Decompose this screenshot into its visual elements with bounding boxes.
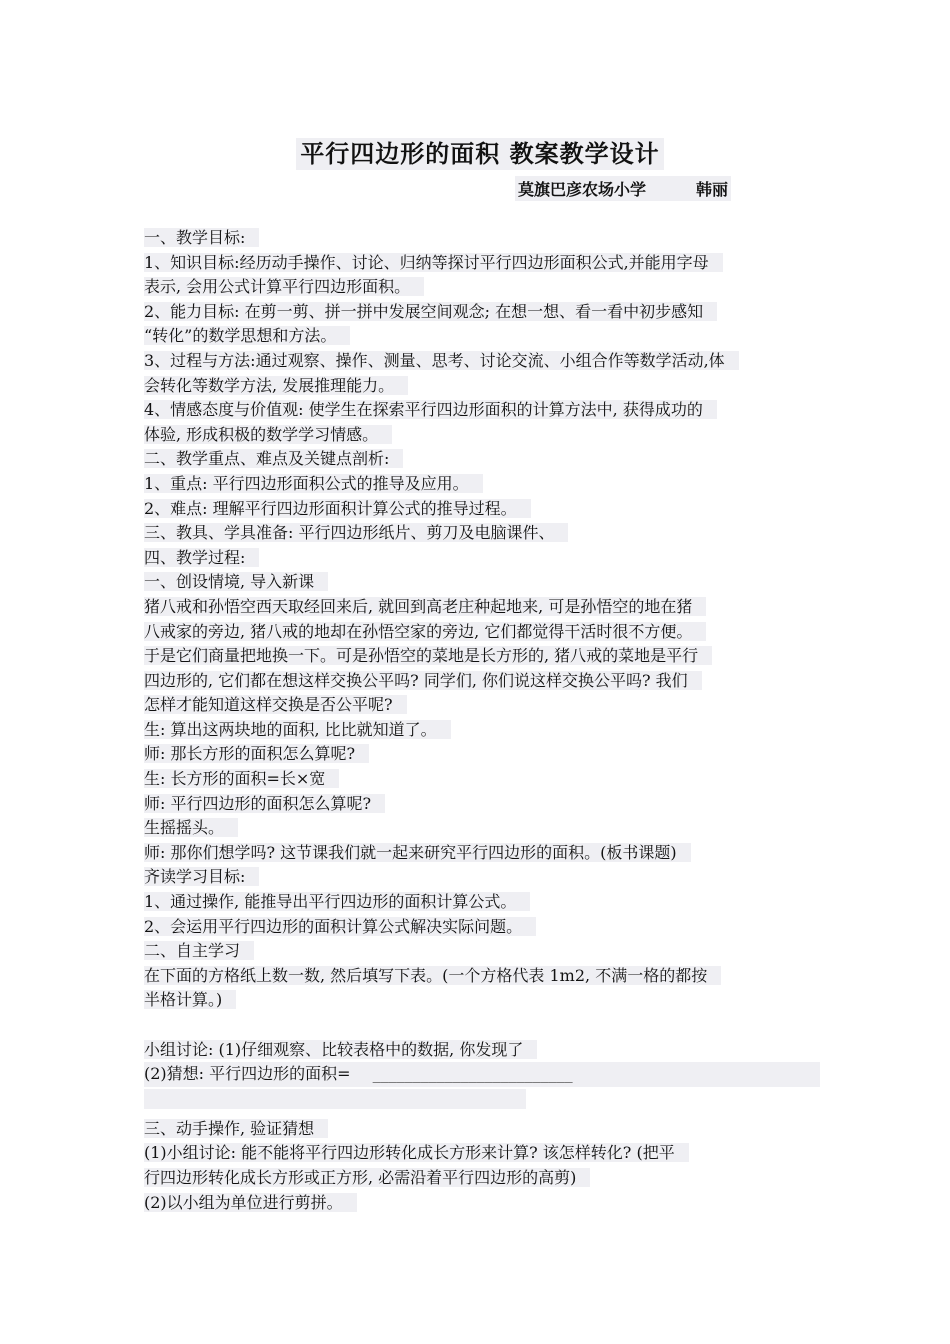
- answer-blank: _________________________: [372, 1064, 573, 1084]
- text-line: 在下面的方格纸上数一数, 然后填写下表。(一个方格代表 1m2, 不满一格的都按: [144, 964, 812, 989]
- text-line: 二、教学重点、难点及关键点剖析:: [144, 447, 812, 472]
- text-line: 生: 算出这两块地的面积, 比比就知道了。: [144, 718, 812, 743]
- text-line: 师: 那你们想学吗? 这节课我们就一起来研究平行四边形的面积。(板书课题): [144, 841, 812, 866]
- text-line: 小组讨论: (1)仔细观察、比较表格中的数据, 你发现了: [144, 1038, 812, 1063]
- text-line: 3、过程与方法:通过观察、操作、测量、思考、讨论交流、小组合作等数学活动,体: [144, 349, 812, 374]
- text-line: 2、会运用平行四边形的面积计算公式解决实际问题。: [144, 915, 812, 940]
- text-line: 二、自主学习: [144, 939, 812, 964]
- text-line: 三、教具、学具准备: 平行四边形纸片、剪刀及电脑课件、: [144, 521, 812, 546]
- text-line: 4、情感态度与价值观: 使学生在探索平行四边形面积的计算方法中, 获得成功的: [144, 398, 812, 423]
- text-line: 四边形的, 它们都在想这样交换公平吗? 同学们, 你们说这样交换公平吗? 我们: [144, 669, 812, 694]
- text-line: 怎样才能知道这样交换是否公平呢?: [144, 693, 812, 718]
- text-line: 半格计算。): [144, 988, 812, 1013]
- author-line: [515, 176, 731, 201]
- text-line: 猪八戒和孙悟空西天取经回来后, 就回到高老庄种起地来, 可是孙悟空的地在猪: [144, 595, 812, 620]
- text-line: 行四边形转化成长方形或正方形, 必需沿着平行四边形的高剪): [144, 1166, 812, 1191]
- text-line: 一、教学目标:: [144, 226, 812, 251]
- text-line: 八戒家的旁边, 猪八戒的地却在孙悟空家的旁边, 它们都觉得干活时很不方便。: [144, 620, 812, 645]
- text-line: “转化”的数学思想和方法。: [144, 324, 812, 349]
- text-line: 四、教学过程:: [144, 546, 812, 571]
- text-line: 表示, 会用公式计算平行四边形面积。: [144, 275, 812, 300]
- text-line: 三、动手操作, 验证猜想: [144, 1117, 812, 1142]
- text-line: 齐读学习目标:: [144, 865, 812, 890]
- text-line: 2、难点: 理解平行四边形面积计算公式的推导过程。: [144, 497, 812, 522]
- text-line: 师: 那长方形的面积怎么算呢?: [144, 742, 812, 767]
- text-line: 体验, 形成积极的数学学习情感。: [144, 423, 812, 448]
- text-line: (2)以小组为单位进行剪拼。: [144, 1191, 812, 1216]
- body-lines: [144, 226, 812, 1013]
- text-line: 一、创设情境, 导入新课: [144, 570, 812, 595]
- document-body: [144, 226, 812, 1215]
- school-name: 莫旗巴彦农场小学: [518, 180, 647, 199]
- guess-line: (2)猜想: 平行四边形的面积= _________________________: [144, 1062, 820, 1087]
- fill-blank-line: [144, 1089, 526, 1109]
- document-title: 平行四边形的面积 教案教学设计: [0, 134, 950, 169]
- text-line: (1)小组讨论: 能不能将平行四边形转化成长方形来计算? 该怎样转化? (把平: [144, 1141, 812, 1166]
- text-line: 师: 平行四边形的面积怎么算呢?: [144, 792, 812, 817]
- author-name: 韩丽: [696, 180, 729, 199]
- text-line: 生摇摇头。: [144, 816, 812, 841]
- body-lines-2: [144, 1117, 812, 1215]
- text-line: 1、通过操作, 能推导出平行四边形的面积计算公式。: [144, 890, 812, 915]
- text-line: 于是它们商量把地换一下。可是孙悟空的菜地是长方形的, 猪八戒的菜地是平行: [144, 644, 812, 669]
- text-line: 生: 长方形的面积=长×宽: [144, 767, 812, 792]
- text-line: 1、重点: 平行四边形面积公式的推导及应用。: [144, 472, 812, 497]
- text-line: 2、能力目标: 在剪一剪、拼一拼中发展空间观念; 在想一想、看一看中初步感知: [144, 300, 812, 325]
- text-line: 会转化等数学方法, 发展推理能力。: [144, 374, 812, 399]
- text-line: 1、知识目标:经历动手操作、讨论、归纳等探讨平行四边形面积公式,并能用字母: [144, 251, 812, 276]
